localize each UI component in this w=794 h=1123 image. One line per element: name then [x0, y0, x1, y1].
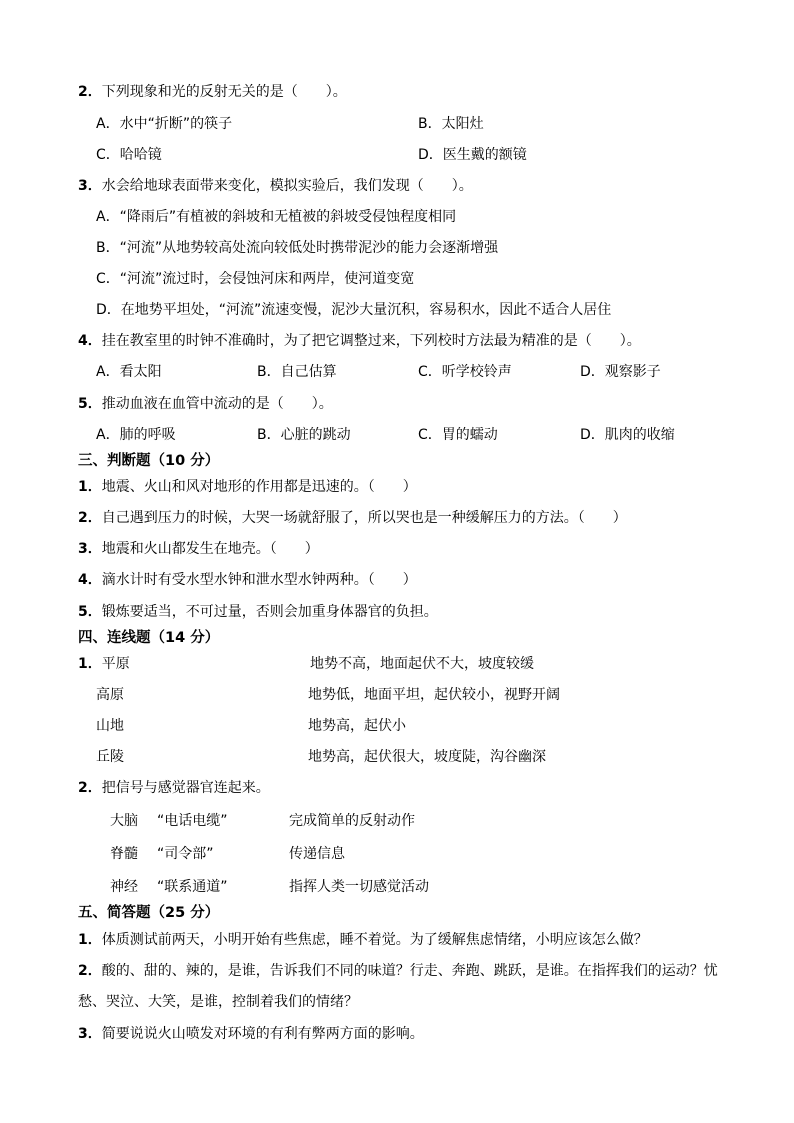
option-c: C．“河流”流过时，会侵蚀河床和两岸，使河道变宽	[96, 271, 415, 287]
option-d: D．肌肉的收缩	[580, 427, 675, 443]
option-c: C．胃的蠕动	[418, 427, 498, 443]
question-number: 5．	[78, 396, 102, 412]
question-text: 水会给地球表面带来变化，模拟实验后，我们发现（ ）。	[101, 178, 473, 194]
option-a: A．“降雨后”有植被的斜坡和无植被的斜坡受侵蚀程度相同	[96, 209, 457, 225]
choice-q2	[78, 83, 347, 101]
option-d: D．在地势平坦处，“河流”流速变慢，泥沙大量沉积，容易积水，因此不适合人居住	[96, 302, 612, 318]
judge-item: 4．滴水计时有受水型水钟和泄水型水钟两种。（ ）	[78, 572, 417, 588]
question-number: 3．	[78, 178, 102, 194]
function-item: 完成简单的反射动作	[289, 813, 415, 829]
question-text: 挂在教室里的时钟不准确时，为了把它调整过来，下列校时方法最为精准的是（ ）。	[101, 333, 641, 349]
section-title-short: 五、简答题（25 分）	[78, 905, 220, 921]
option-c: C．听学校铃声	[418, 364, 512, 380]
question-number: 2．	[78, 84, 102, 100]
question-number: 4．	[78, 333, 102, 349]
organ-item: 脊髓	[110, 846, 138, 862]
match-q1-right-item: 地势不高，地面起伏不大，坡度较缓	[310, 656, 534, 672]
choice-q3	[78, 177, 473, 195]
option-d: D．医生戴的额镜	[418, 147, 527, 163]
match-q1-right-item: 地势高，起伏小	[308, 718, 406, 734]
choice-q5	[78, 395, 333, 413]
section-title-judge: 三、判断题（10 分）	[78, 453, 220, 469]
signal-item: “电话电缆”	[157, 813, 228, 829]
option-a: A．肺的呼吸	[96, 427, 176, 443]
organ-item: 神经	[110, 879, 138, 895]
judge-item: 1．地震、火山和风对地形的作用都是迅速的。（ ）	[78, 479, 417, 495]
signal-item: “司令部”	[157, 846, 214, 862]
option-b: B．太阳灶	[418, 116, 484, 132]
judge-item: 5．锻炼要适当，不可过量，否则会加重身体器官的负担。	[78, 604, 438, 620]
function-item: 指挥人类一切感觉活动	[289, 879, 429, 895]
match-q1-right-item: 地势高，起伏很大，坡度陡，沟谷幽深	[308, 749, 546, 765]
option-c: C．哈哈镜	[96, 147, 162, 163]
question-text: 推动血液在血管中流动的是（ ）。	[101, 396, 333, 412]
match-q1-left-item: 高原	[96, 687, 124, 703]
option-b: B．自己估算	[257, 364, 337, 380]
match-q1-left-item: 1．平原	[78, 656, 130, 672]
match-q1-left-item: 山地	[96, 718, 124, 734]
judge-item: 3．地震和火山都发生在地壳。（ ）	[78, 541, 319, 557]
judge-item: 2．自己遇到压力的时候，大哭一场就舒服了，所以哭也是一种缓解压力的方法。（ ）	[78, 510, 627, 526]
option-a: A．水中“折断”的筷子	[96, 116, 233, 132]
match-q1-left-item: 丘陵	[96, 749, 124, 765]
function-item: 传递信息	[289, 846, 345, 862]
option-b: B．“河流”从地势较高处流向较低处时携带泥沙的能力会逐渐增强	[96, 240, 499, 256]
option-a: A．看太阳	[96, 364, 162, 380]
option-b: B．心脏的跳动	[257, 427, 351, 443]
short-item: 3．简要说说火山喷发对环境的有利有弊两方面的影响。	[78, 1026, 424, 1042]
match-q1-right-item: 地势低，地面平坦，起伏较小，视野开阔	[308, 687, 560, 703]
question-text: 下列现象和光的反射无关的是（ ）。	[101, 84, 347, 100]
choice-q4	[78, 332, 641, 350]
short-item-continued: 愁、哭泣、大笑，是谁，控制着我们的情绪？	[78, 994, 358, 1010]
organ-item: 大脑	[110, 813, 138, 829]
match-q2: 2．把信号与感觉器官连起来。	[78, 780, 270, 796]
option-d: D．观察影子	[580, 364, 661, 380]
short-item: 1．体质测试前两天，小明开始有些焦虑，睡不着觉。为了缓解焦虑情绪，小明应该怎么做？	[78, 932, 648, 948]
signal-item: “联系通道”	[157, 879, 228, 895]
short-item: 2．酸的、甜的、辣的，是谁，告诉我们不同的味道？行走、奔跑、跳跃，是谁。在指挥我们的运动？忧	[78, 963, 718, 979]
section-title-match: 四、连线题（14 分）	[78, 630, 220, 646]
